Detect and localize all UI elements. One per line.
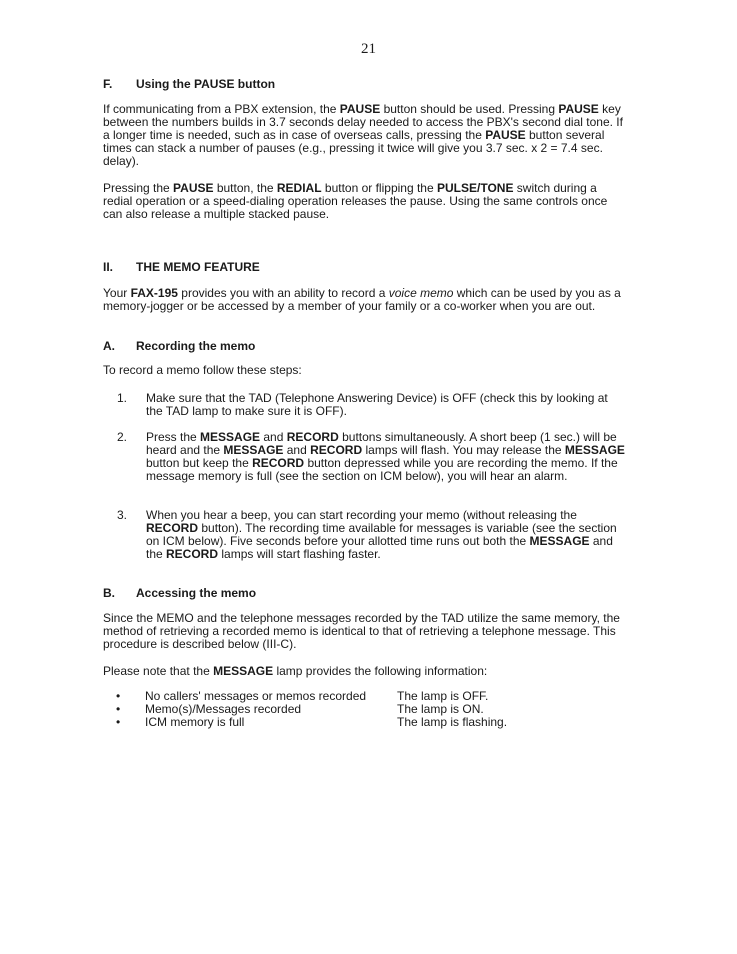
section-a-heading (103, 340, 255, 353)
text: buttons simultaneously. A short beep (1 sec.) will be heard and the (146, 430, 617, 457)
page-number: 21 (361, 41, 376, 57)
record-term: RECORD (286, 430, 339, 444)
voice-memo-term: voice memo (388, 286, 454, 300)
step-text (146, 392, 627, 418)
text: and (260, 430, 287, 444)
pause-term: PAUSE (485, 128, 526, 142)
text: Make sure that the TAD (Telephone Answering Device) is OFF (check this by looking at the TAD lamp to make sure it is OFF). (146, 391, 608, 418)
pause-paragraph-1 (103, 103, 625, 168)
text: Pressing the (103, 181, 174, 195)
text: Please note that the (103, 664, 214, 678)
step-1 (117, 392, 627, 418)
section-f-heading (103, 78, 275, 91)
bullet-icon: • (116, 702, 121, 716)
step-2 (117, 431, 627, 483)
text: When you hear a beep, you can start recording your memo (without releasing the (146, 508, 577, 522)
section-a-label: A. (103, 339, 115, 353)
record-term: RECORD (252, 456, 305, 470)
recording-intro (103, 364, 625, 377)
text: button or flipping the (321, 181, 437, 195)
text: Your (103, 286, 131, 300)
step-number: 1. (117, 391, 128, 405)
model-name: FAX-195 (130, 286, 178, 300)
section-b-title: Accessing the memo (136, 586, 257, 600)
step-number: 3. (117, 508, 128, 522)
redial-term: REDIAL (276, 181, 322, 195)
lamp-condition: Memo(s)/Messages recorded (145, 702, 302, 716)
message-term: MESSAGE (529, 534, 590, 548)
text: and (283, 443, 311, 457)
record-term: RECORD (166, 547, 219, 561)
text: lamp provides the following information: (273, 664, 488, 678)
accessing-text: Since the MEMO and the telephone messages recorded by the TAD utilize the same memory, the method of retrieving a recorded memo is identical to that of retrieving a telephone message. This procedure is described below (III-C). (103, 611, 620, 651)
accessing-paragraph-1 (103, 612, 625, 651)
text: button). The recording time available for messages is variable (see the section on ICM below). Five seconds before your allotted time runs out both the (146, 521, 617, 548)
memo-feature-paragraph (103, 287, 625, 313)
step-text (146, 431, 627, 483)
text: If communicating from a PBX extension, the (103, 102, 340, 116)
lamp-condition: No callers' messages or memos recorded (145, 689, 367, 703)
accessing-paragraph-2 (103, 665, 625, 678)
pause-term: PAUSE (173, 181, 214, 195)
lamp-condition: ICM memory is full (145, 715, 245, 729)
text: button depressed while you are recording the memo. If the message memory is full (see the section on ICM below), you will hear an alarm. (146, 456, 618, 483)
list-item (116, 716, 536, 729)
text: lamps will start flashing faster. (218, 547, 381, 561)
section-a-title: Recording the memo (136, 339, 256, 353)
record-term: RECORD (146, 521, 199, 535)
message-term: MESSAGE (200, 430, 261, 444)
bullet-icon: • (116, 689, 121, 703)
message-term: MESSAGE (564, 443, 625, 457)
pulse-tone-term: PULSE/TONE (436, 181, 514, 195)
section-f-title: Using the PAUSE button (136, 77, 276, 91)
text: lamps will flash. You may release the (362, 443, 565, 457)
step-3 (117, 509, 627, 561)
text: provides you with an ability to record a (177, 286, 389, 300)
section-b-heading (103, 587, 256, 600)
section-ii-title: THE MEMO FEATURE (136, 260, 260, 274)
lamp-result: The lamp is ON. (397, 702, 484, 716)
bullet-icon: • (116, 715, 121, 729)
message-term: MESSAGE (213, 664, 274, 678)
text: button several times can stack a number of pauses (e.g., pressing it twice will give you 3.7 sec. x 2 = 7.4 sec. delay). (103, 128, 605, 168)
intro-text: To record a memo follow these steps: (103, 363, 302, 377)
step-text (146, 509, 627, 561)
pause-term: PAUSE (558, 102, 599, 116)
section-b-label: B. (103, 586, 115, 600)
lamp-result: The lamp is flashing. (397, 715, 508, 729)
text: button but keep the (146, 456, 253, 470)
text: switch during a redial operation or a speed-dialing operation releases the pause. Using the same controls once can also release a multiple stacked pause. (103, 181, 608, 221)
text: key between the numbers builds in 3.7 seconds delay needed to access the PBX's second dial tone. If a longer time is needed, such as in case of overseas calls, pressing the (103, 102, 623, 142)
message-term: MESSAGE (223, 443, 284, 457)
section-ii-heading (103, 261, 260, 274)
record-term: RECORD (310, 443, 363, 457)
text: button, the (213, 181, 277, 195)
lamp-result: The lamp is OFF. (397, 689, 489, 703)
text: which can be used by you as a memory-jogger or be accessed by a member of your family or a co-worker when you are out. (103, 286, 621, 313)
lamp-status-list (116, 690, 536, 729)
text: button should be used. Pressing (380, 102, 559, 116)
section-f-label: F. (103, 77, 113, 91)
step-number: 2. (117, 430, 128, 444)
section-ii-label: II. (103, 260, 114, 274)
text: and the (146, 534, 613, 561)
pause-paragraph-2 (103, 182, 625, 221)
pause-term: PAUSE (339, 102, 381, 116)
text: Press the (146, 430, 201, 444)
